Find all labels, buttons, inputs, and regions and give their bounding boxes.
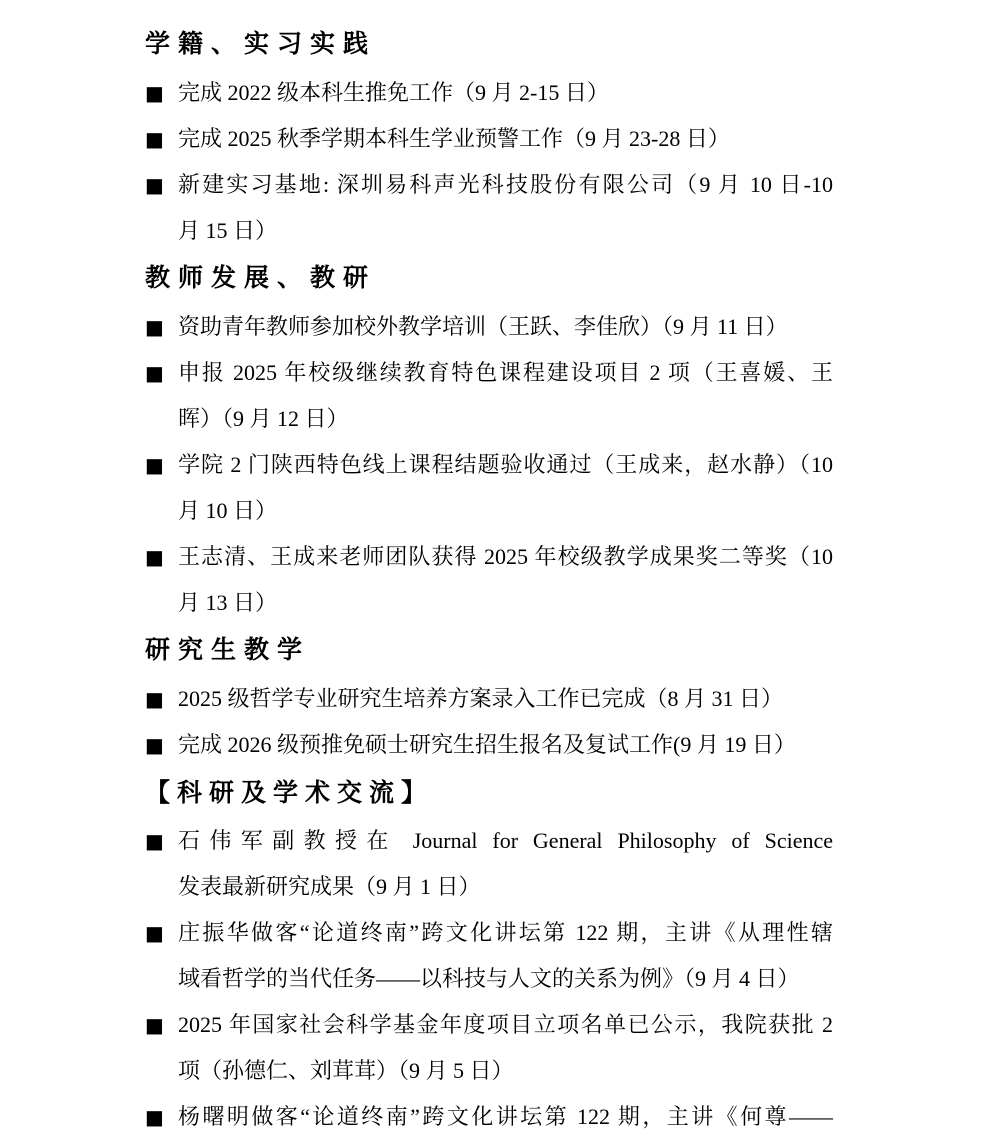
square-bullet-icon: ■	[145, 921, 164, 945]
bulleted-item	[145, 722, 833, 768]
text-line: 2025 年国家社会科学基金年度项目立项名单已公示，我院获批 2	[178, 1012, 833, 1037]
item-text	[178, 534, 833, 626]
text-line: 项（孙德仁、刘茸茸）（9 月 5 日）	[178, 1058, 514, 1083]
item-text	[178, 676, 833, 722]
bulleted-item	[145, 818, 833, 910]
text-line: 月 13 日）	[178, 590, 278, 615]
bulleted-item	[145, 162, 833, 254]
square-bullet-icon: ■	[145, 1105, 164, 1129]
square-bullet-icon: ■	[145, 1013, 164, 1037]
report-section	[145, 22, 833, 254]
square-bullet-icon: ■	[145, 315, 164, 339]
report-section	[145, 770, 833, 1140]
square-bullet-icon: ■	[145, 173, 164, 197]
bulleted-item	[145, 534, 833, 626]
text-line: 完成 2026 级预推免硕士研究生招生报名及复试工作(9 月 19 日）	[178, 732, 796, 757]
item-text	[178, 70, 833, 116]
text-line: 发表最新研究成果（9 月 1 日）	[178, 874, 481, 899]
text-line: 晖）（9 月 12 日）	[178, 406, 349, 431]
section-heading: 学籍、实习实践	[145, 31, 377, 58]
text-line: 完成 2025 秋季学期本科生学业预警工作（9 月 23-28 日）	[178, 126, 730, 151]
section-heading: 【科研及学术交流】	[145, 779, 434, 807]
square-bullet-icon: ■	[145, 829, 164, 853]
square-bullet-icon: ■	[145, 545, 164, 569]
square-bullet-icon: ■	[145, 733, 164, 757]
bulleted-item	[145, 70, 833, 116]
section-heading: 研究生教学	[145, 637, 311, 664]
bulleted-item	[145, 910, 833, 1002]
text-line: 域看哲学的当代任务——以科技与人文的关系为例》（9 月 4 日）	[178, 966, 800, 991]
bulleted-item	[145, 1094, 833, 1140]
text-line: 新建实习基地: 深圳易科声光科技股份有限公司（9 月 10 日-10	[178, 172, 833, 197]
report-section	[145, 256, 833, 626]
report-section	[145, 628, 833, 768]
text-line: 王志清、王成来老师团队获得 2025 年校级教学成果奖二等奖（10	[178, 544, 833, 569]
item-text	[178, 722, 833, 768]
text-line: 月 10 日）	[178, 498, 278, 523]
item-text	[178, 1094, 833, 1140]
bulleted-item	[145, 442, 833, 534]
item-text	[178, 442, 833, 534]
bulleted-item	[145, 116, 833, 162]
text-line: 完成 2022 级本科生推免工作（9 月 2-15 日）	[178, 80, 609, 105]
bulleted-item	[145, 304, 833, 350]
bulleted-item	[145, 1002, 833, 1094]
text-line: 月 15 日）	[178, 218, 278, 243]
text-line: 庄振华做客“论道终南”跨文化讲坛第 122 期，主讲《从理性辖	[178, 920, 833, 945]
square-bullet-icon: ■	[145, 453, 164, 477]
item-text	[178, 304, 833, 350]
square-bullet-icon: ■	[145, 127, 164, 151]
item-text	[178, 116, 833, 162]
bulleted-item	[145, 350, 833, 442]
item-text	[178, 818, 833, 910]
document-content	[145, 20, 833, 1140]
item-text	[178, 162, 833, 254]
text-line: 石伟军副教授在 Journal for General Philosophy of Science	[178, 828, 833, 853]
section-heading: 教师发展、教研	[145, 265, 377, 292]
text-line: 杨曙明做客“论道终南”跨文化讲坛第 122 期，主讲《何尊——	[178, 1104, 833, 1129]
text-line: 学院 2 门陕西特色线上课程结题验收通过（王成来，赵水静）（10	[178, 452, 833, 477]
text-line: 资助青年教师参加校外教学培训（王跃、李佳欣）（9 月 11 日）	[178, 314, 788, 339]
square-bullet-icon: ■	[145, 81, 164, 105]
bulleted-item	[145, 676, 833, 722]
text-line: 申报 2025 年校级继续教育特色课程建设项目 2 项（王喜媛、王	[178, 360, 833, 385]
item-text	[178, 910, 833, 1002]
square-bullet-icon: ■	[145, 361, 164, 385]
item-text	[178, 1002, 833, 1094]
square-bullet-icon: ■	[145, 687, 164, 711]
item-text	[178, 350, 833, 442]
text-line: 2025 级哲学专业研究生培养方案录入工作已完成（8 月 31 日）	[178, 686, 784, 711]
